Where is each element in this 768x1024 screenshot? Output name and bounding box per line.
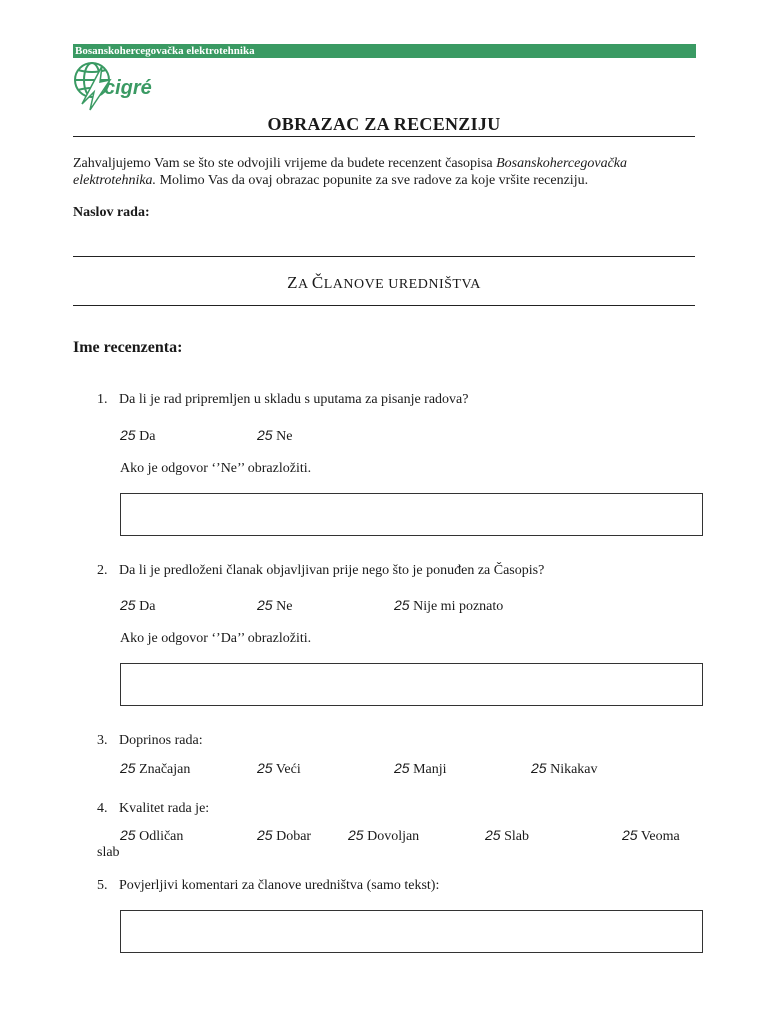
question-2 [97, 563, 544, 579]
q2-option-nije-mi-poznato[interactable] [394, 597, 503, 615]
section-first-letter: Z [287, 273, 298, 292]
checkbox-icon: 25 [120, 597, 136, 613]
checkbox-icon: 25 [622, 827, 638, 843]
q4-option-wrap-text: slab [97, 845, 120, 860]
option-label: Da [139, 599, 156, 614]
option-label: Da [139, 429, 156, 444]
q1-option-da[interactable] [120, 427, 155, 445]
form-title: OBRAZAC ZA RECENZIJU [267, 114, 501, 134]
option-label: Veći [275, 762, 301, 777]
q2-option-da[interactable] [120, 597, 155, 615]
journal-banner: Bosanskohercegovačka elektrotehnika [73, 44, 696, 58]
option-label: Odličan [139, 829, 184, 844]
question-text: Kvalitet rada je: [119, 801, 210, 816]
option-label: Dovoljan [367, 829, 420, 844]
question-number: 1. [97, 392, 108, 407]
question-number: 5. [97, 878, 108, 893]
q1-explain-box[interactable] [120, 493, 703, 536]
checkbox-icon: 25 [394, 597, 410, 613]
intro-text-2: Molimo Vas da ovaj obrazac popunite za sve radove za koje vršite recenziju. [156, 173, 589, 188]
option-label: Ne [276, 429, 293, 444]
question-4 [97, 801, 209, 817]
intro-text-1: Zahvaljujemo Vam se što ste odvojili vrijeme da budete recenzent časopisa [73, 156, 497, 171]
q3-option-manji[interactable] [394, 760, 447, 778]
section-rest-2: LANOVE UREDNIŠTVA [323, 277, 481, 292]
q2-option-ne[interactable] [257, 597, 292, 615]
option-label: Dobar [276, 829, 312, 844]
checkbox-icon: 25 [120, 760, 136, 776]
q2-explain-label: Ako je odgovor ‘’Da’’ obrazložiti. [120, 631, 312, 646]
question-text: Povjerljivi komentari za članove uredništva (samo tekst): [119, 878, 440, 893]
q2-explain-box[interactable] [120, 663, 703, 706]
section-divider [73, 305, 695, 306]
editorial-section-title [73, 273, 695, 293]
title-divider [73, 136, 695, 137]
paper-title-label: Naslov rada: [73, 205, 150, 220]
question-3 [97, 733, 203, 749]
checkbox-icon: 25 [257, 760, 273, 776]
section-letter-2: Č [311, 273, 324, 292]
q4-option-odlican[interactable] [120, 827, 183, 845]
q1-explain-label: Ako je odgovor ‘’Ne’’ obrazložiti. [120, 461, 312, 476]
option-label: Značajan [139, 762, 191, 777]
option-label: Ne [276, 599, 293, 614]
paper-title-line[interactable] [73, 256, 695, 257]
question-number: 2. [97, 563, 108, 578]
question-text: Da li je rad pripremljen u skladu s uputama za pisanje radova? [119, 392, 469, 407]
question-5 [97, 878, 439, 894]
checkbox-icon: 25 [348, 827, 364, 843]
checkbox-icon: 25 [120, 427, 136, 443]
checkbox-icon: 25 [394, 760, 410, 776]
option-label: Nikakav [550, 762, 598, 777]
q1-option-ne[interactable] [257, 427, 292, 445]
question-number: 3. [97, 733, 108, 748]
checkbox-icon: 25 [257, 597, 273, 613]
option-label: Nije mi poznato [413, 599, 504, 614]
q4-option-veoma-slab[interactable] [622, 827, 680, 845]
option-label: Slab [504, 829, 529, 844]
question-number: 4. [97, 801, 108, 816]
q3-option-nikakav[interactable] [531, 760, 598, 778]
q4-option-slab[interactable] [485, 827, 529, 845]
logo-wordmark: cigré [104, 77, 152, 99]
question-1 [97, 392, 469, 408]
question-text: Doprinos rada: [119, 733, 203, 748]
option-label: Manji [413, 762, 447, 777]
checkbox-icon: 25 [485, 827, 501, 843]
q3-option-znacajan[interactable] [120, 760, 190, 778]
q3-option-veci[interactable] [257, 760, 301, 778]
intro-paragraph [73, 155, 699, 189]
q4-option-dovoljan[interactable] [348, 827, 419, 845]
checkbox-icon: 25 [257, 827, 273, 843]
q5-comment-box[interactable] [120, 910, 703, 953]
intro-journal-name: Bosanskohercegovačka elektrotehnika. [73, 156, 627, 188]
option-label: Veoma [640, 829, 680, 844]
reviewer-label: Ime recenzenta: [73, 339, 183, 356]
checkbox-icon: 25 [531, 760, 547, 776]
cigre-logo [72, 60, 156, 112]
section-rest-1: A [298, 277, 312, 292]
question-text: Da li je predloženi članak objavljivan prije nego što je ponuđen za Časopis? [119, 563, 545, 578]
checkbox-icon: 25 [257, 427, 273, 443]
q4-option-dobar[interactable] [257, 827, 311, 845]
checkbox-icon: 25 [120, 827, 136, 843]
